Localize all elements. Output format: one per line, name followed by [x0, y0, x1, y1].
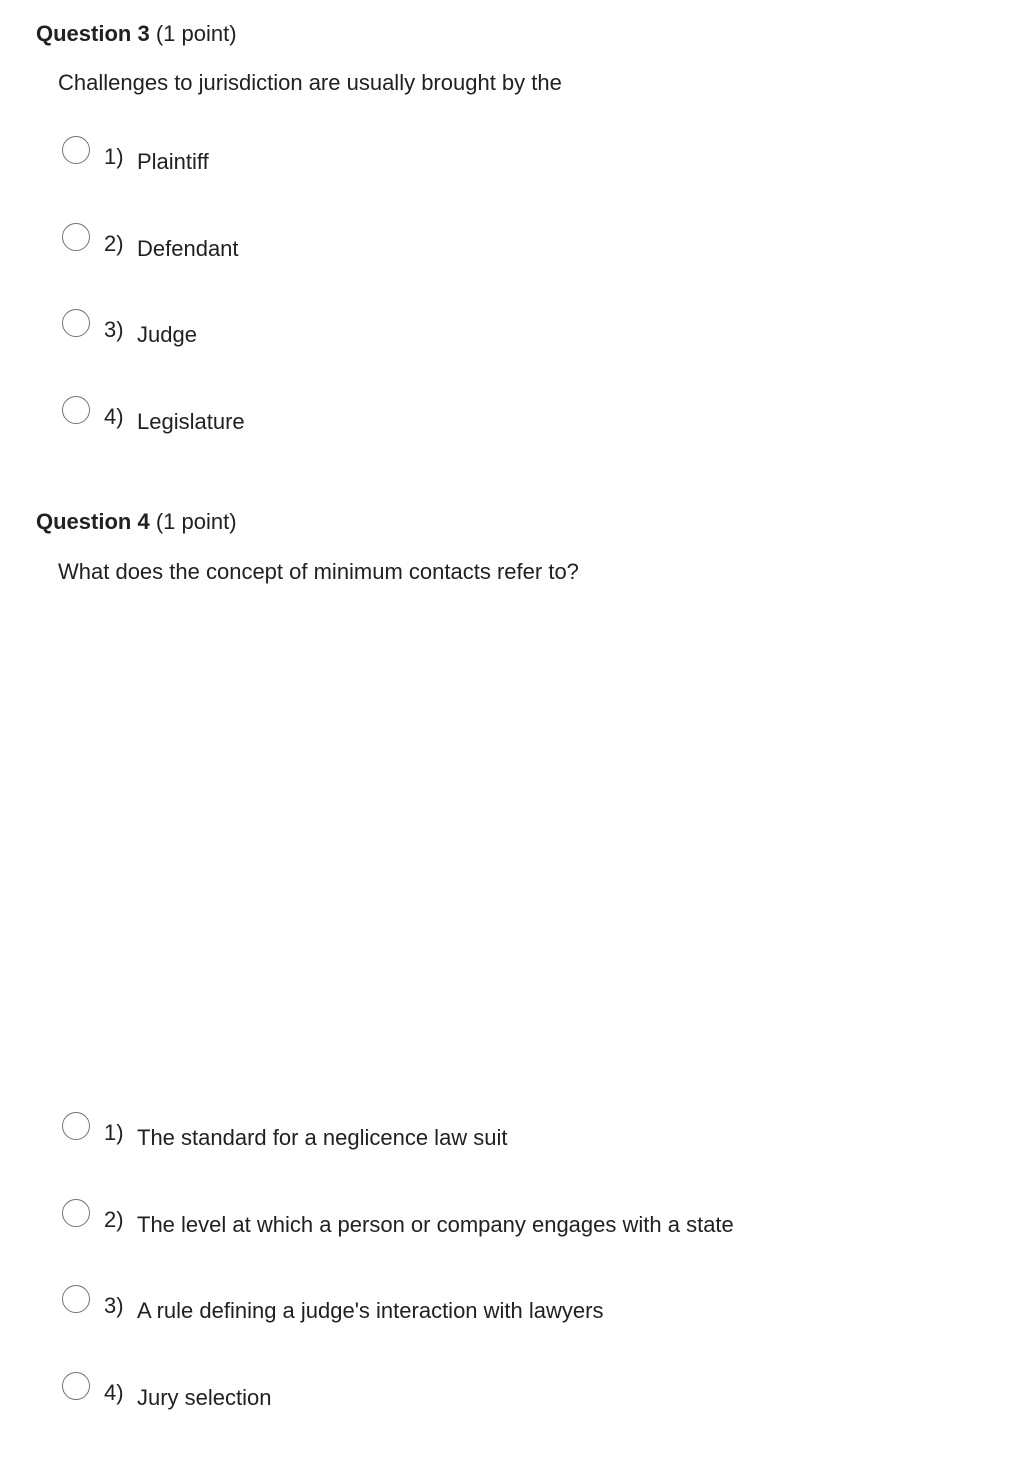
answer-option[interactable] [62, 1112, 962, 1199]
option-label[interactable]: The level at which a person or company engages with a state [137, 1213, 734, 1237]
question-title: Question 3 [36, 21, 150, 46]
option-number: 3) [104, 319, 124, 341]
option-label[interactable]: The standard for a neglicence law suit [137, 1126, 508, 1150]
answer-option[interactable] [62, 223, 962, 310]
option-number: 2) [104, 233, 124, 255]
question-points: (1 point) [156, 21, 237, 46]
question-prompt: Challenges to jurisdiction are usually brought by the [58, 69, 562, 97]
answer-option[interactable] [62, 136, 962, 223]
option-label[interactable]: A rule defining a judge's interaction with lawyers [137, 1299, 603, 1323]
option-label[interactable]: Jury selection [137, 1386, 272, 1410]
radio-button[interactable] [62, 223, 90, 251]
answer-option[interactable] [62, 396, 962, 483]
question-prompt: What does the concept of minimum contacts refer to? [58, 558, 579, 586]
radio-button[interactable] [62, 309, 90, 337]
option-number: 1) [104, 146, 124, 168]
radio-button[interactable] [62, 1372, 90, 1400]
option-number: 1) [104, 1122, 124, 1144]
radio-button[interactable] [62, 136, 90, 164]
option-label[interactable]: Plaintiff [137, 150, 209, 174]
question-header [36, 508, 237, 536]
radio-button[interactable] [62, 1112, 90, 1140]
option-label[interactable]: Defendant [137, 237, 239, 261]
answer-option[interactable] [62, 1372, 962, 1458]
answer-option[interactable] [62, 309, 962, 396]
option-label[interactable]: Legislature [137, 410, 245, 434]
answer-option[interactable] [62, 1199, 962, 1286]
radio-button[interactable] [62, 1199, 90, 1227]
option-label[interactable]: Judge [137, 323, 197, 347]
question-title: Question 4 [36, 509, 150, 534]
question-points: (1 point) [156, 509, 237, 534]
question-header [36, 20, 237, 48]
answer-options [62, 136, 962, 482]
option-number: 2) [104, 1209, 124, 1231]
radio-button[interactable] [62, 1285, 90, 1313]
option-number: 4) [104, 406, 124, 428]
option-number: 3) [104, 1295, 124, 1317]
option-number: 4) [104, 1382, 124, 1404]
answer-options [62, 1112, 962, 1458]
answer-option[interactable] [62, 1285, 962, 1372]
radio-button[interactable] [62, 396, 90, 424]
